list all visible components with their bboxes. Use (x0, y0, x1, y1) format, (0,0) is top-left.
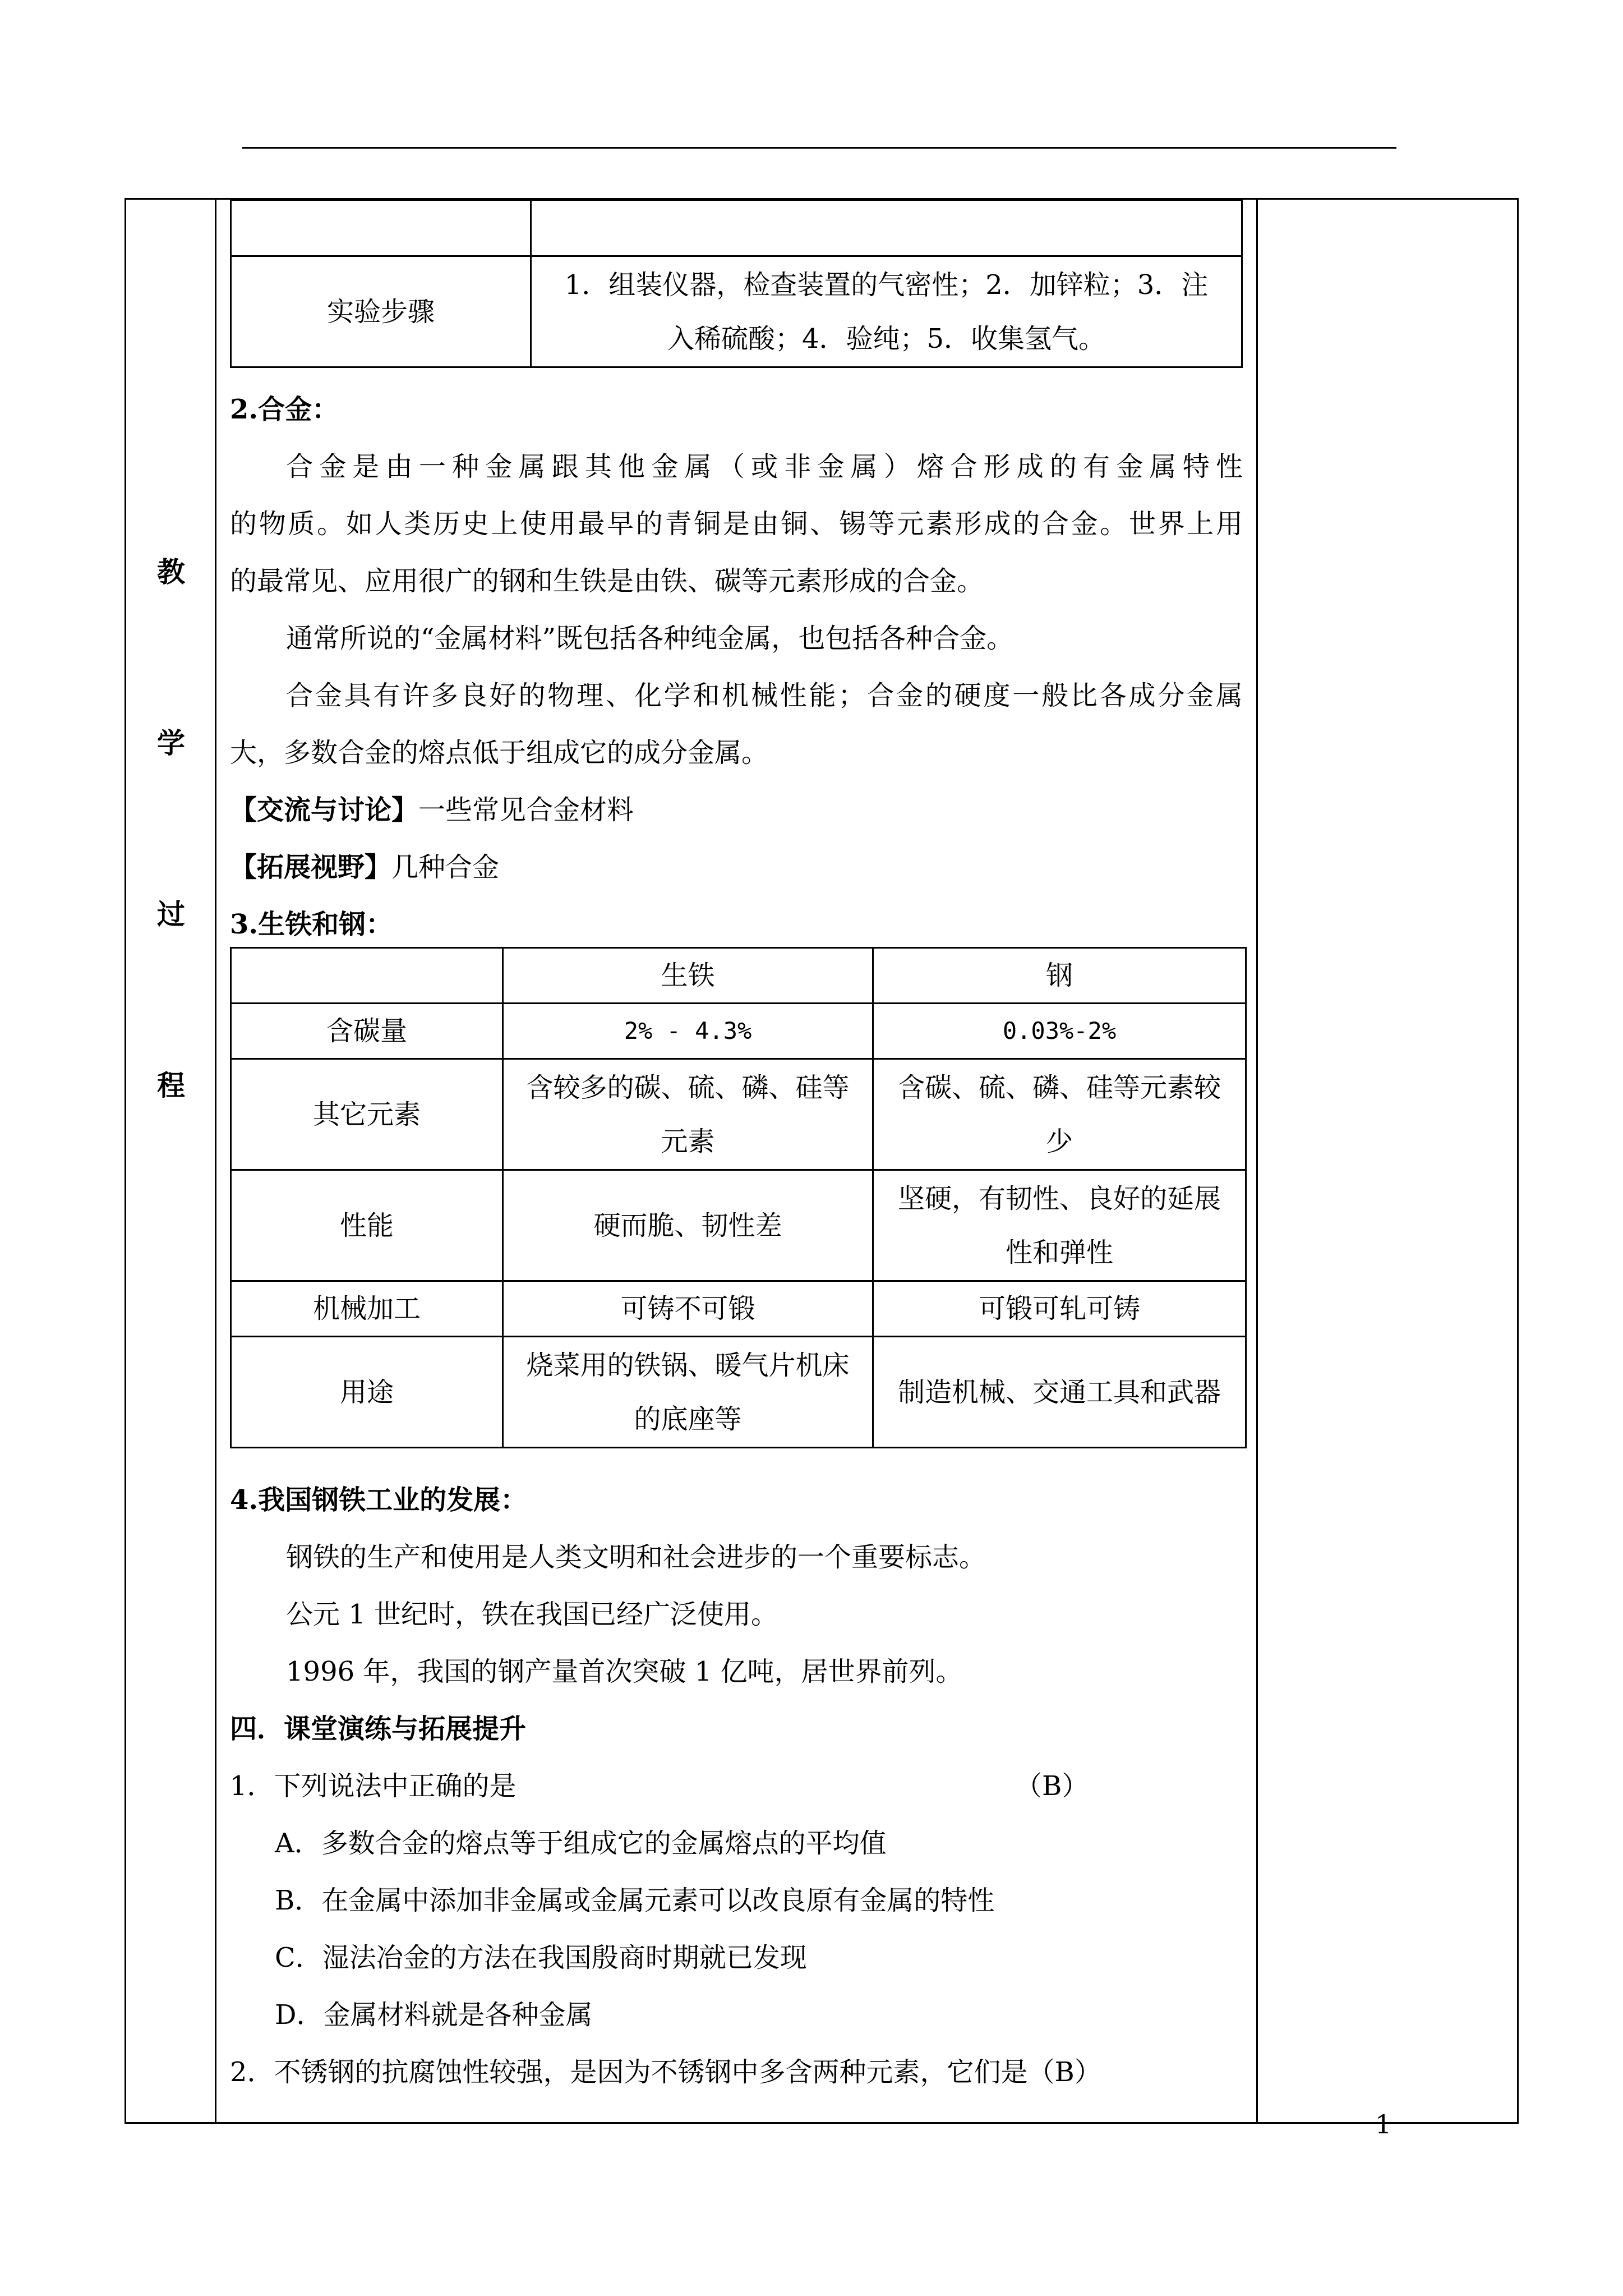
cell-line: 元素 (661, 1125, 715, 1157)
cell-line: 坚硬，有韧性、良好的延展 (897, 1182, 1221, 1214)
table-cell: 实验步骤 (231, 256, 531, 367)
table-cell: 硬而脆、韧性差 (503, 1170, 873, 1281)
table-header: 钢 (873, 948, 1246, 1004)
paragraph-line: 公元 1 世纪时，铁在我国已经广泛使用。 (286, 1599, 778, 1630)
question-stem: 1．下列说法中正确的是 (230, 1770, 517, 1802)
table-row (231, 1170, 1246, 1281)
row-label: 性能 (231, 1170, 503, 1281)
cell-line: 的底座等 (634, 1403, 742, 1435)
table-cell (873, 1059, 1246, 1170)
row-label: 机械加工 (231, 1281, 503, 1337)
paragraph-line: 钢铁的生产和使用是人类文明和社会进步的一个重要标志。 (286, 1542, 986, 1573)
table-cell (231, 200, 531, 256)
side-label-char: 学 (157, 726, 185, 760)
table-row (231, 1059, 1246, 1170)
paragraph-line: 通常所说的“金属材料”既包括各种纯金属，也包括各种合金。 (286, 623, 1014, 654)
option-b: B．在金属中添加非金属或金属元素可以改良原有金属的特性 (275, 1885, 995, 1916)
option-d: D．金属材料就是各种金属 (275, 1999, 593, 2031)
side-label-char: 教 (157, 555, 185, 588)
table-cell (503, 1337, 873, 1448)
discussion-tag: 【交流与讨论】 (230, 794, 419, 826)
table-cell (873, 1170, 1246, 1281)
question-stem: 2．不锈钢的抗腐蚀性较强，是因为不锈钢中多含两种元素，它们是（B） (230, 2056, 1101, 2088)
paragraph-line: 大，多数合金的熔点低于组成它的成分金属。 (230, 737, 769, 769)
header-rule (242, 147, 1396, 149)
section-heading: 3.生铁和钢： (230, 909, 393, 940)
table-cell: 2% - 4.3% (503, 1004, 873, 1059)
paragraph-line: 合金是由一种金属跟其他金属（或非金属）熔合形成的有金属特性 (286, 451, 1243, 482)
section-heading: 2.合金： (230, 394, 339, 425)
section-heading: 4.我国钢铁工业的发展： (230, 1484, 528, 1516)
option-a: A．多数合金的熔点等于组成它的金属熔点的平均值 (275, 1828, 887, 1859)
table-row (231, 1281, 1246, 1337)
table-header: 生铁 (503, 948, 873, 1004)
discussion-text: 一些常见合金材料 (418, 794, 634, 826)
experiment-table (230, 199, 1243, 368)
row-label: 含碳量 (231, 1004, 503, 1059)
table-cell: 制造机械、交通工具和武器 (873, 1337, 1246, 1448)
paragraph-line: 的物质。如人类历史上使用最早的青铜是由铜、锡等元素形成的合金。世界上用 (230, 508, 1243, 540)
cell-line: 入稀硫酸；4．验纯；5．收集氢气。 (667, 323, 1106, 355)
table-cell: 0.03%-2% (873, 1004, 1246, 1059)
table-row (231, 948, 1246, 1004)
cell-line: 烧菜用的铁锅、暖气片机床 (526, 1349, 850, 1381)
paragraph-line: 1996 年，我国的钢产量首次突破 1 亿吨，居世界前列。 (286, 1656, 963, 1687)
pig-iron-steel-table (230, 947, 1247, 1448)
expand-text: 几种合金 (391, 852, 500, 883)
row-label: 其它元素 (231, 1059, 503, 1170)
paragraph-line: 的最常见、应用很广的钢和生铁是由铁、碳等元素形成的合金。 (230, 565, 984, 597)
cell-line: 性和弹性 (1005, 1236, 1113, 1268)
cell-line: 含碳、硫、磷、硅等元素较 (897, 1071, 1221, 1103)
table-cell: 可铸不可锻 (503, 1281, 873, 1337)
row-label: 用途 (231, 1337, 503, 1448)
table-row (231, 1004, 1246, 1059)
side-label-char: 过 (157, 898, 185, 931)
page-number: 1 (1375, 2109, 1392, 2139)
table-cell (531, 256, 1242, 367)
discussion-line (230, 788, 634, 827)
cell-line: 含较多的碳、硫、磷、硅等 (526, 1071, 850, 1103)
paragraph-line: 合金具有许多良好的物理、化学和机械性能；合金的硬度一般比各成分金属 (286, 680, 1243, 711)
table-row (231, 1337, 1246, 1448)
table-cell: 可锻可轧可铸 (873, 1281, 1246, 1337)
table-cell (531, 200, 1242, 256)
expand-tag: 【拓展视野】 (230, 852, 392, 883)
side-label-char: 程 (157, 1069, 185, 1102)
option-c: C．湿法冶金的方法在我国殷商时期就已发现 (275, 1942, 807, 1973)
cell-line: 少 (1045, 1125, 1073, 1157)
table-header (231, 948, 503, 1004)
answer-mark: （B） (1015, 1770, 1089, 1802)
section-heading: 四．课堂演练与拓展提升 (230, 1713, 527, 1745)
table-cell (503, 1059, 873, 1170)
expand-line (230, 845, 499, 884)
cell-line: 1．组装仪器，检查装置的气密性；2．加锌粒；3．注 (564, 269, 1209, 301)
